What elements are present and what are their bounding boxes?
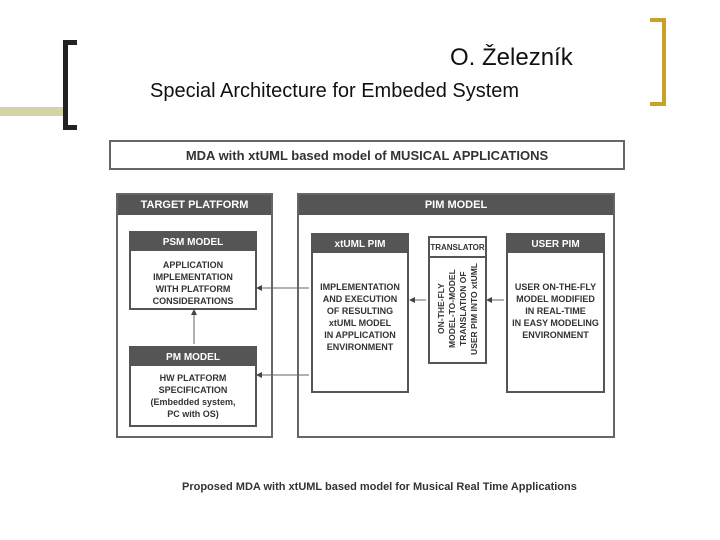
target-platform-label: TARGET PLATFORM <box>118 195 271 215</box>
diagram-caption: Proposed MDA with xtUML based model for Musical Real Time Applications <box>182 481 577 493</box>
translator-label: TRANSLATOR <box>430 238 485 258</box>
xtuml-pim-text: IMPLEMENTATION AND EXECUTION OF RESULTING xtUML MODEL IN APPLICATION ENVIRONMENT <box>320 282 400 352</box>
psm-model-text: APPLICATION IMPLEMENTATION WITH PLATFORM CONSIDERATIONS <box>152 260 234 306</box>
author-name: O. Železník <box>450 44 573 71</box>
translator-text: ON-THE-FLY MODEL-TO-MODEL TRANSLATION OF USER PIM INTO xtUML <box>435 263 479 355</box>
user-pim-label: USER PIM <box>508 235 603 253</box>
pm-model-text: HW PLATFORM SPECIFICATION (Embedded system, PC with OS) <box>150 373 236 419</box>
xtuml-pim-label: xtUML PIM <box>313 235 407 253</box>
pim-model-label: PIM MODEL <box>299 195 613 215</box>
pm-model-label: PM MODEL <box>131 348 255 366</box>
slide-title: Special Architecture for Embeded System <box>150 80 520 102</box>
user-pim-text: USER ON-THE-FLY MODEL MODIFIED IN REAL-TIME IN EASY MODELING ENVIRONMENT <box>512 282 599 340</box>
psm-model-label: PSM MODEL <box>131 233 255 251</box>
diagram-headline-text: MDA with xtUML based model of MUSICAL APPLICATIONS <box>185 147 549 163</box>
